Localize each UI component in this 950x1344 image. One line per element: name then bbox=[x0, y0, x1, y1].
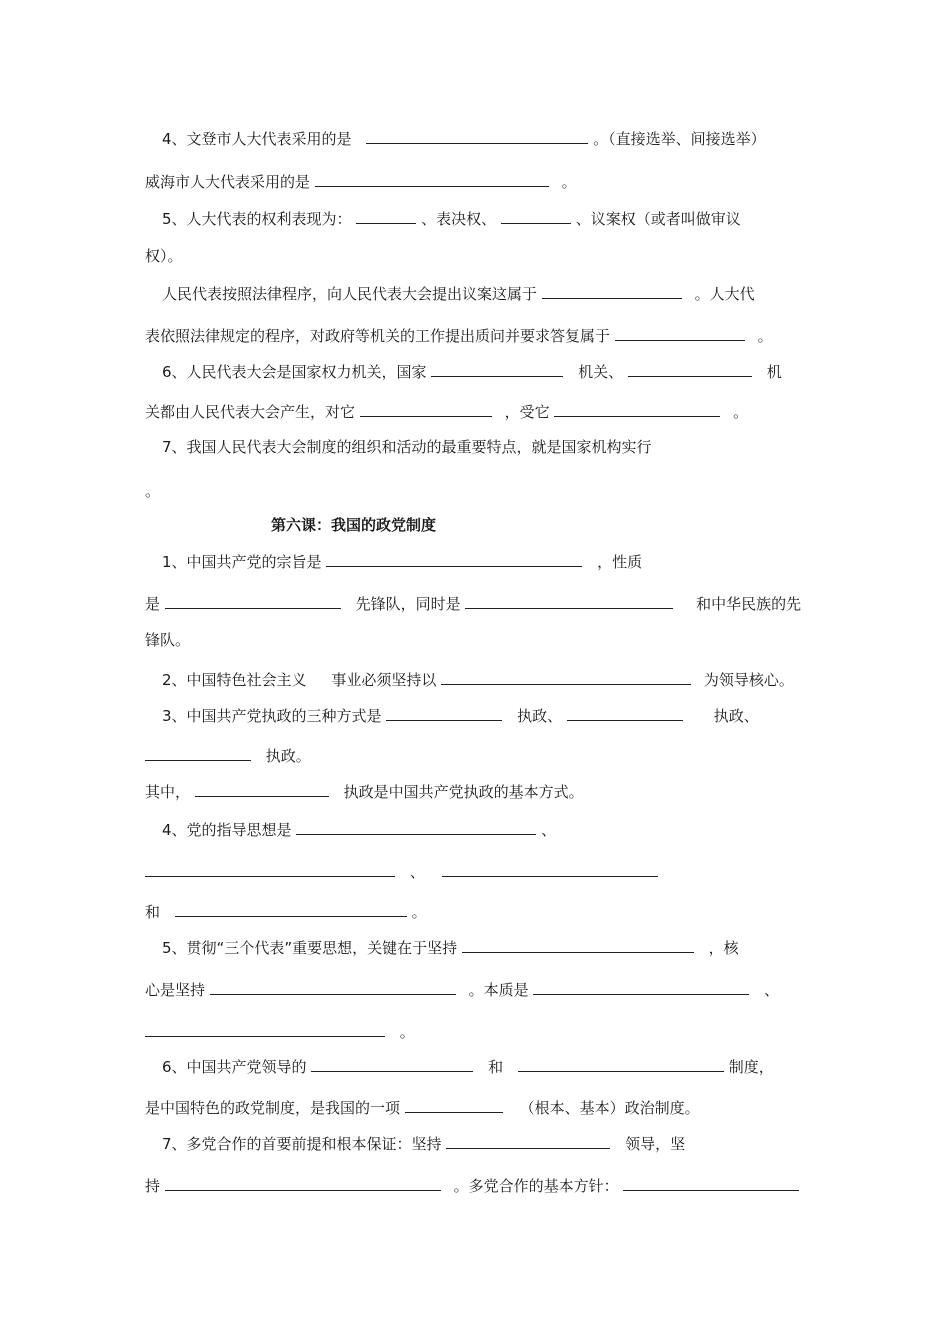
q7-text: 7、我国人民代表大会制度的组织和活动的最重要特点，就是国家机构实行 bbox=[162, 438, 652, 456]
l6-q4-sep: 、 bbox=[409, 863, 425, 881]
l6-q3-text-2: 执政。 bbox=[265, 747, 311, 765]
l6-q5-end: 。 bbox=[399, 1023, 415, 1041]
l6-q5-blank-4[interactable] bbox=[145, 1021, 385, 1037]
l6-q5-blank-2[interactable] bbox=[210, 979, 456, 995]
q7-end: 。 bbox=[145, 482, 161, 500]
l6-q3-text-3: 其中， bbox=[145, 783, 191, 801]
l6-q7-line-2 bbox=[145, 1175, 799, 1196]
q4-blank-1[interactable] bbox=[366, 128, 588, 144]
l6-q7-blank-2[interactable] bbox=[165, 1175, 441, 1191]
q4-line-1 bbox=[162, 128, 766, 149]
l6-q6-line-1 bbox=[162, 1056, 774, 1077]
q7-line-2 bbox=[145, 481, 160, 501]
l6-q6-text-2: 是中国特色的政党制度，是我国的一项 bbox=[145, 1099, 401, 1117]
q6-text-2: 关都由人民代表大会产生，对它 bbox=[145, 403, 356, 421]
l6-q7-blank-3[interactable] bbox=[623, 1175, 799, 1191]
q5-line-3 bbox=[162, 283, 755, 304]
l6-q2-text-b: 事业必须坚持以 bbox=[331, 671, 437, 689]
q5-proposal-end: 。人大代 bbox=[694, 285, 755, 303]
l6-q3-blank-2[interactable] bbox=[567, 705, 683, 721]
q4-text-2: 威海市人大代表采用的是 bbox=[145, 173, 311, 191]
l6-q5-blank-3[interactable] bbox=[533, 979, 749, 995]
l6-q7-text: 7、多党合作的首要前提和根本保证：坚持 bbox=[162, 1135, 442, 1153]
q7-line-1 bbox=[162, 437, 652, 457]
l6-q4-and: 和 bbox=[145, 903, 161, 921]
q5-blank-2[interactable] bbox=[501, 208, 571, 224]
q6-line-2 bbox=[145, 401, 748, 422]
q5-blank-3[interactable] bbox=[542, 283, 682, 299]
q6-text-c: 机 bbox=[766, 363, 782, 381]
l6-q6-line-2 bbox=[145, 1097, 700, 1118]
lesson-6-heading: 第六课：我国的政党制度 bbox=[271, 516, 437, 534]
q5-line-4 bbox=[145, 325, 773, 346]
q4-blank-2[interactable] bbox=[315, 171, 549, 187]
l6-q3-line-1 bbox=[162, 705, 759, 726]
q4-line-2 bbox=[145, 171, 577, 192]
l6-q7-blank-1[interactable] bbox=[446, 1133, 610, 1149]
l6-q6-text-c: 制度， bbox=[728, 1058, 774, 1076]
l6-q1-blank-2[interactable] bbox=[165, 593, 341, 609]
l6-q3-line-3 bbox=[145, 781, 584, 802]
l6-q4-blank-4[interactable] bbox=[175, 901, 407, 917]
l6-q7-text-2: 持 bbox=[145, 1177, 161, 1195]
q5-text-b: 、表决权、 bbox=[421, 210, 497, 228]
l6-q5-line-2 bbox=[145, 979, 779, 1000]
q4-text: 4、文登市人大代表采用的是 bbox=[162, 130, 352, 148]
l6-q3-text-c: 执政、 bbox=[713, 707, 759, 725]
l6-q3-line-2 bbox=[145, 745, 311, 766]
q4-choices: 。（直接选举、间接选举） bbox=[593, 130, 766, 148]
l6-q1-text-2c: 和中华民族的先 bbox=[696, 595, 802, 613]
l6-q3-blank-3[interactable] bbox=[145, 745, 251, 761]
l6-q3-text: 3、中国共产党执政的三种方式是 bbox=[162, 707, 382, 725]
l6-q4-line-3 bbox=[145, 901, 427, 922]
l6-q4-line-2 bbox=[145, 861, 658, 882]
l6-q6-text: 6、中国共产党领导的 bbox=[162, 1058, 307, 1076]
l6-q6-blank-1[interactable] bbox=[311, 1056, 473, 1072]
l6-q2-line bbox=[162, 669, 794, 690]
l6-q2-blank[interactable] bbox=[441, 669, 691, 685]
q6-blank-1[interactable] bbox=[431, 361, 563, 377]
l6-q6-choices: （根本、基本）政治制度。 bbox=[519, 1099, 700, 1117]
q4-end: 。 bbox=[561, 173, 577, 191]
l6-q1-line-2 bbox=[145, 593, 801, 614]
l6-q4-end: 。 bbox=[411, 903, 427, 921]
l6-q5-text-b: ，核 bbox=[708, 939, 739, 957]
l6-q1-line-1 bbox=[162, 551, 642, 572]
q6-blank-2[interactable] bbox=[628, 361, 752, 377]
q6-line-1 bbox=[162, 361, 782, 382]
q5-inquiry-end: 。 bbox=[757, 327, 773, 345]
l6-q5-text-2: 心是坚持 bbox=[145, 981, 206, 999]
l6-q4-blank-2[interactable] bbox=[145, 861, 395, 877]
q5-proposal-text: 人民代表按照法律程序，向人民代表大会提出议案这属于 bbox=[162, 285, 538, 303]
l6-q1-text-2: 是 bbox=[145, 595, 161, 613]
l6-q1-text: 1、中国共产党的宗旨是 bbox=[162, 553, 322, 571]
q5-blank-4[interactable] bbox=[615, 325, 745, 341]
q6-text: 6、人民代表大会是国家权力机关，国家 bbox=[162, 363, 427, 381]
l6-q4-blank-1[interactable] bbox=[296, 819, 536, 835]
q5-inquiry-text: 表依照法律规定的程序，对政府等机关的工作提出质问并要求答复属于 bbox=[145, 327, 611, 345]
l6-q3-blank-1[interactable] bbox=[386, 705, 502, 721]
l6-q4-blank-3[interactable] bbox=[442, 861, 658, 877]
l6-q5-text-2c: 、 bbox=[764, 981, 780, 999]
q6-end: 。 bbox=[733, 403, 749, 421]
l6-q5-text-2b: 。本质是 bbox=[468, 981, 529, 999]
q6-blank-3[interactable] bbox=[360, 401, 492, 417]
l6-q6-blank-3[interactable] bbox=[405, 1097, 503, 1113]
l6-q7-text-b: 领导，坚 bbox=[625, 1135, 686, 1153]
l6-q5-line-3 bbox=[145, 1021, 415, 1042]
l6-q4-text-b: 、 bbox=[541, 821, 557, 839]
q6-blank-4[interactable] bbox=[554, 401, 720, 417]
l6-q2-text: 2、中国特色社会主义 bbox=[162, 671, 307, 689]
l6-q6-and: 和 bbox=[488, 1058, 504, 1076]
l6-q4-text: 4、党的指导思想是 bbox=[162, 821, 292, 839]
l6-q1-end: 锋队。 bbox=[145, 631, 191, 649]
l6-q5-line-1 bbox=[162, 937, 739, 958]
q6-text-2b: ，受它 bbox=[504, 403, 550, 421]
l6-q1-text-2b: 先锋队，同时是 bbox=[355, 595, 461, 613]
l6-q3-text-b: 执政、 bbox=[517, 707, 563, 725]
l6-q5-text: 5、贯彻“三个代表”重要思想，关键在于坚持 bbox=[162, 939, 458, 957]
l6-q7-line-1 bbox=[162, 1133, 685, 1154]
l6-q6-blank-2[interactable] bbox=[518, 1056, 724, 1072]
l6-q1-text-b: ，性质 bbox=[597, 553, 643, 571]
l6-q1-line-3 bbox=[145, 630, 190, 650]
q6-text-b: 机关、 bbox=[578, 363, 624, 381]
l6-q2-end: 为领导核心。 bbox=[703, 671, 794, 689]
q5-blank-1[interactable] bbox=[356, 208, 416, 224]
l6-q3-text-3b: 执政是中国共产党执政的基本方式。 bbox=[343, 783, 584, 801]
l6-q3-blank-4[interactable] bbox=[195, 781, 329, 797]
q5-text: 5、人大代表的权利表现为： bbox=[162, 210, 352, 228]
q5-text-c: 、议案权（或者叫做审议 bbox=[575, 210, 741, 228]
q5-end: 权）。 bbox=[145, 247, 183, 265]
l6-q5-blank-1[interactable] bbox=[462, 937, 694, 953]
q5-line-1 bbox=[162, 208, 741, 229]
l6-q7-text-2b: 。多党合作的基本方针： bbox=[453, 1177, 619, 1195]
l6-q4-line-1 bbox=[162, 819, 556, 840]
q5-line-2 bbox=[145, 246, 183, 266]
l6-q1-blank-1[interactable] bbox=[326, 551, 582, 567]
l6-q1-blank-3[interactable] bbox=[465, 593, 673, 609]
